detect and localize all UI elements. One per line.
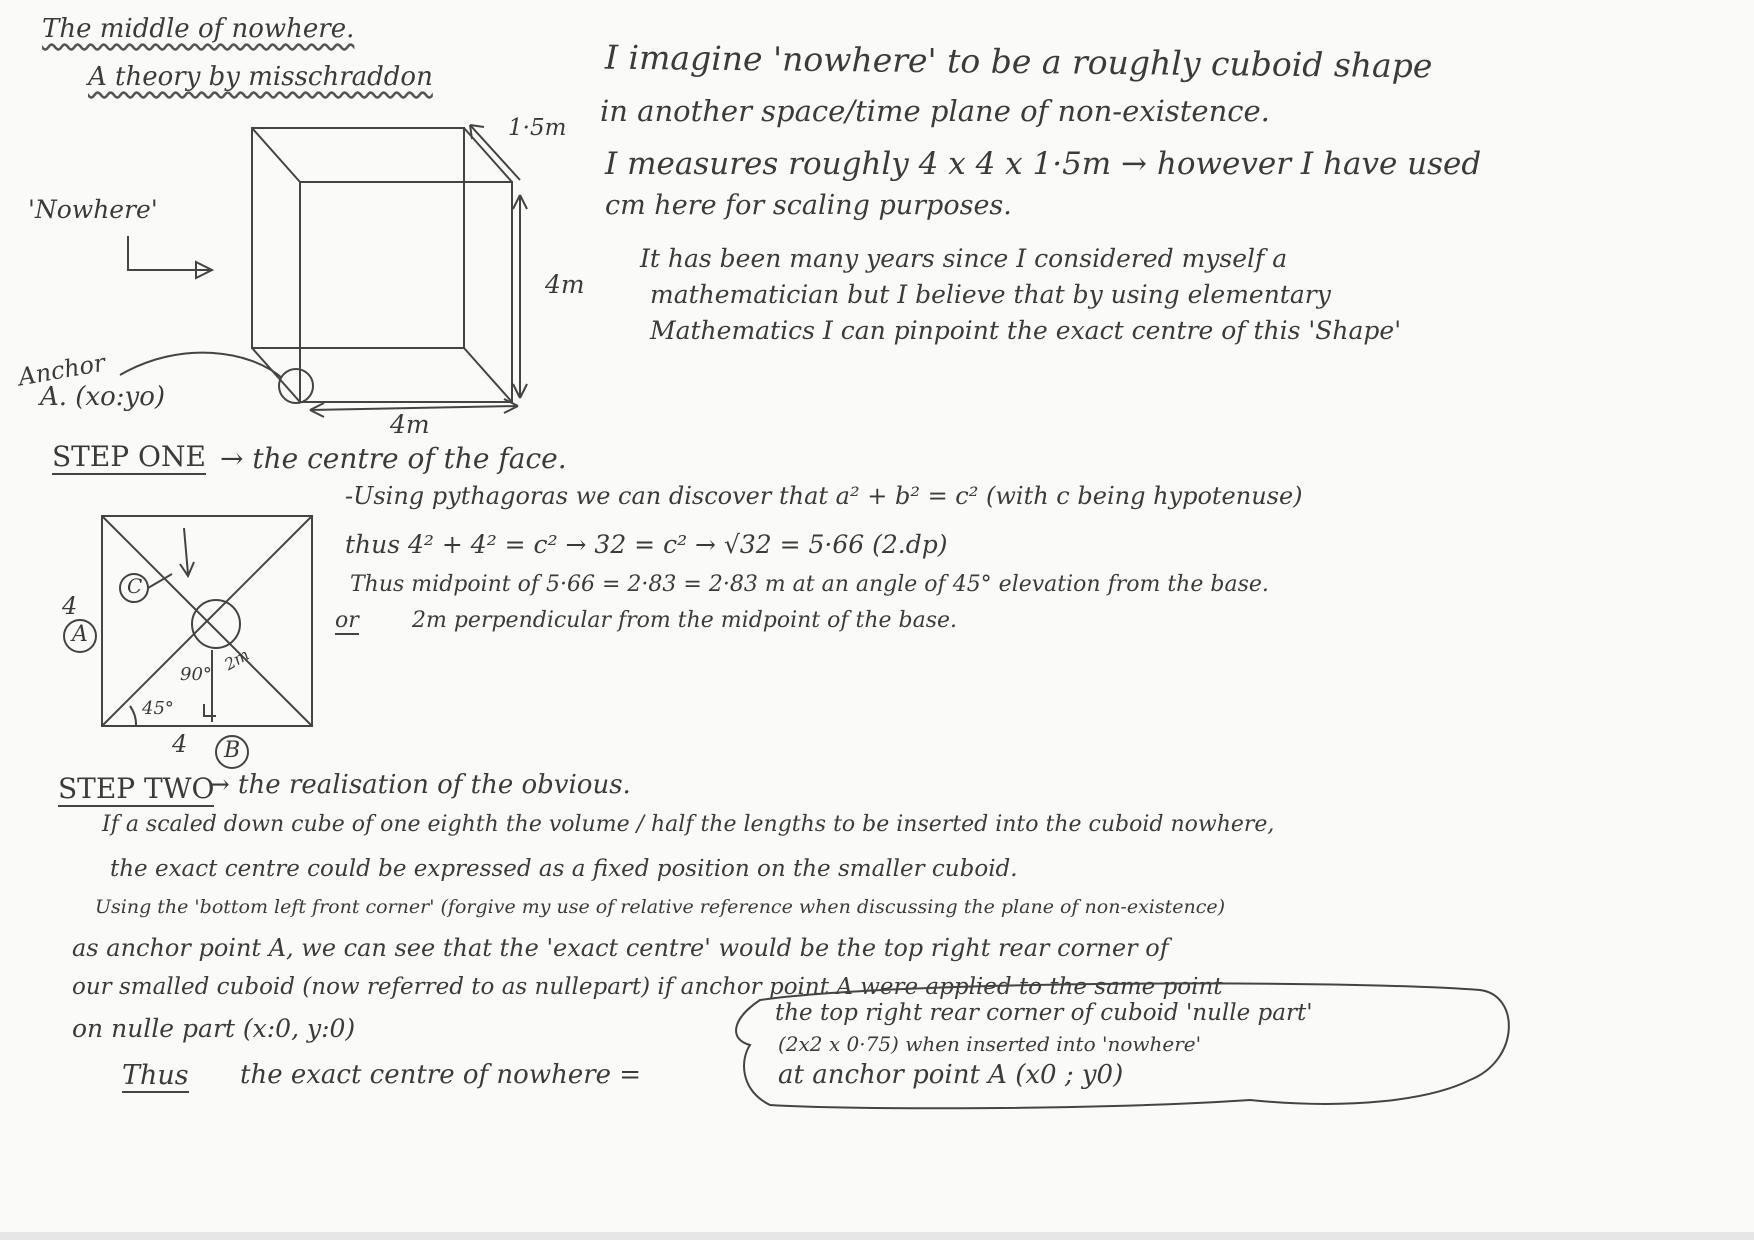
nowhere-label: 'Nowhere' — [28, 195, 158, 224]
scan-bottom-edge — [0, 1232, 1754, 1240]
intro-line-2: in another space/time plane of non-existence. — [600, 94, 1270, 128]
anchor-coords: A. (xo:yo) — [40, 382, 166, 412]
cuboid-depth-label: 1·5m — [508, 115, 567, 141]
square-side-bottom: 4 — [172, 730, 188, 758]
cuboid-width-label: 4m — [390, 410, 430, 439]
intro-para-2: mathematician but I believe that by using elementary — [650, 280, 1331, 309]
intro-line-1: I imagine 'nowhere' to be a roughly cuboid shape — [604, 37, 1433, 86]
step-one-heading-rest: → the centre of the face. — [220, 442, 567, 475]
square-label-c: C — [127, 574, 143, 598]
step-two-line-3: Using the 'bottom left front corner' (forgive my use of relative reference when discussing the plane of non-existence) — [95, 896, 1226, 918]
square-label-b: B — [224, 738, 241, 763]
anchor-label: Anchor — [16, 348, 108, 392]
square-side-left: 4 — [62, 592, 78, 620]
intro-para-3: Mathematics I can pinpoint the exact centre of this 'Shape' — [650, 316, 1402, 345]
bubble-line-3: at anchor point A (x0 ; y0) — [778, 1060, 1124, 1090]
angle-45-label: 45° — [142, 698, 174, 719]
step-two-line-4: as anchor point A, we can see that the 'exact centre' would be the top right rear corner of — [72, 934, 1169, 962]
bubble-line-1: the top right rear corner of cuboid 'nulle part' — [775, 1000, 1313, 1026]
segment-2m-label: 2m — [220, 644, 253, 675]
intro-line-4: cm here for scaling purposes. — [605, 190, 1012, 221]
step-one-line-1: -Using pythagoras we can discover that a² + b² = c² (with c being hypotenuse) — [345, 482, 1303, 510]
step-two-heading-rest: → the realisation of the obvious. — [208, 770, 631, 800]
step-one-heading: STEP ONE — [52, 440, 206, 473]
intro-line-3: I measures roughly 4 x 4 x 1·5m → however I have used — [605, 146, 1482, 182]
step-two-line-2: the exact centre could be expressed as a fixed position on the smaller cuboid. — [110, 856, 1018, 882]
page-title: The middle of nowhere. — [42, 14, 355, 44]
thus-rest: the exact centre of nowhere = — [240, 1060, 642, 1090]
step-one-line-3: Thus midpoint of 5·66 = 2·83 = 2·83 m at an angle of 45° elevation from the base. — [350, 572, 1269, 597]
page-subtitle: A theory by misschraddon — [88, 62, 433, 92]
step-two-line-1: If a scaled down cube of one eighth the volume / half the lengths to be inserted into the cuboid nowhere, — [102, 812, 1275, 837]
square-label-a: A — [72, 622, 88, 647]
step-one-or: or — [335, 608, 359, 633]
bubble-line-2: (2x2 x 0·75) when inserted into 'nowhere' — [778, 1032, 1202, 1056]
step-two-heading: STEP TWO — [58, 772, 215, 805]
step-two-line-6: on nulle part (x:0, y:0) — [72, 1014, 356, 1043]
intro-para-1: It has been many years since I considered myself a — [640, 244, 1288, 273]
step-two-line-5: our smalled cuboid (now referred to as nullepart) if anchor point A were applied to the same point — [72, 974, 1223, 1000]
thus-word: Thus — [122, 1060, 189, 1091]
angle-90-label: 90° — [180, 664, 212, 685]
cuboid-height-label: 4m — [545, 270, 585, 299]
step-one-line-2: thus 4² + 4² = c² → 32 = c² → √32 = 5·66 (2.dp) — [345, 530, 948, 559]
step-one-line-4: 2m perpendicular from the midpoint of the base. — [412, 608, 958, 633]
